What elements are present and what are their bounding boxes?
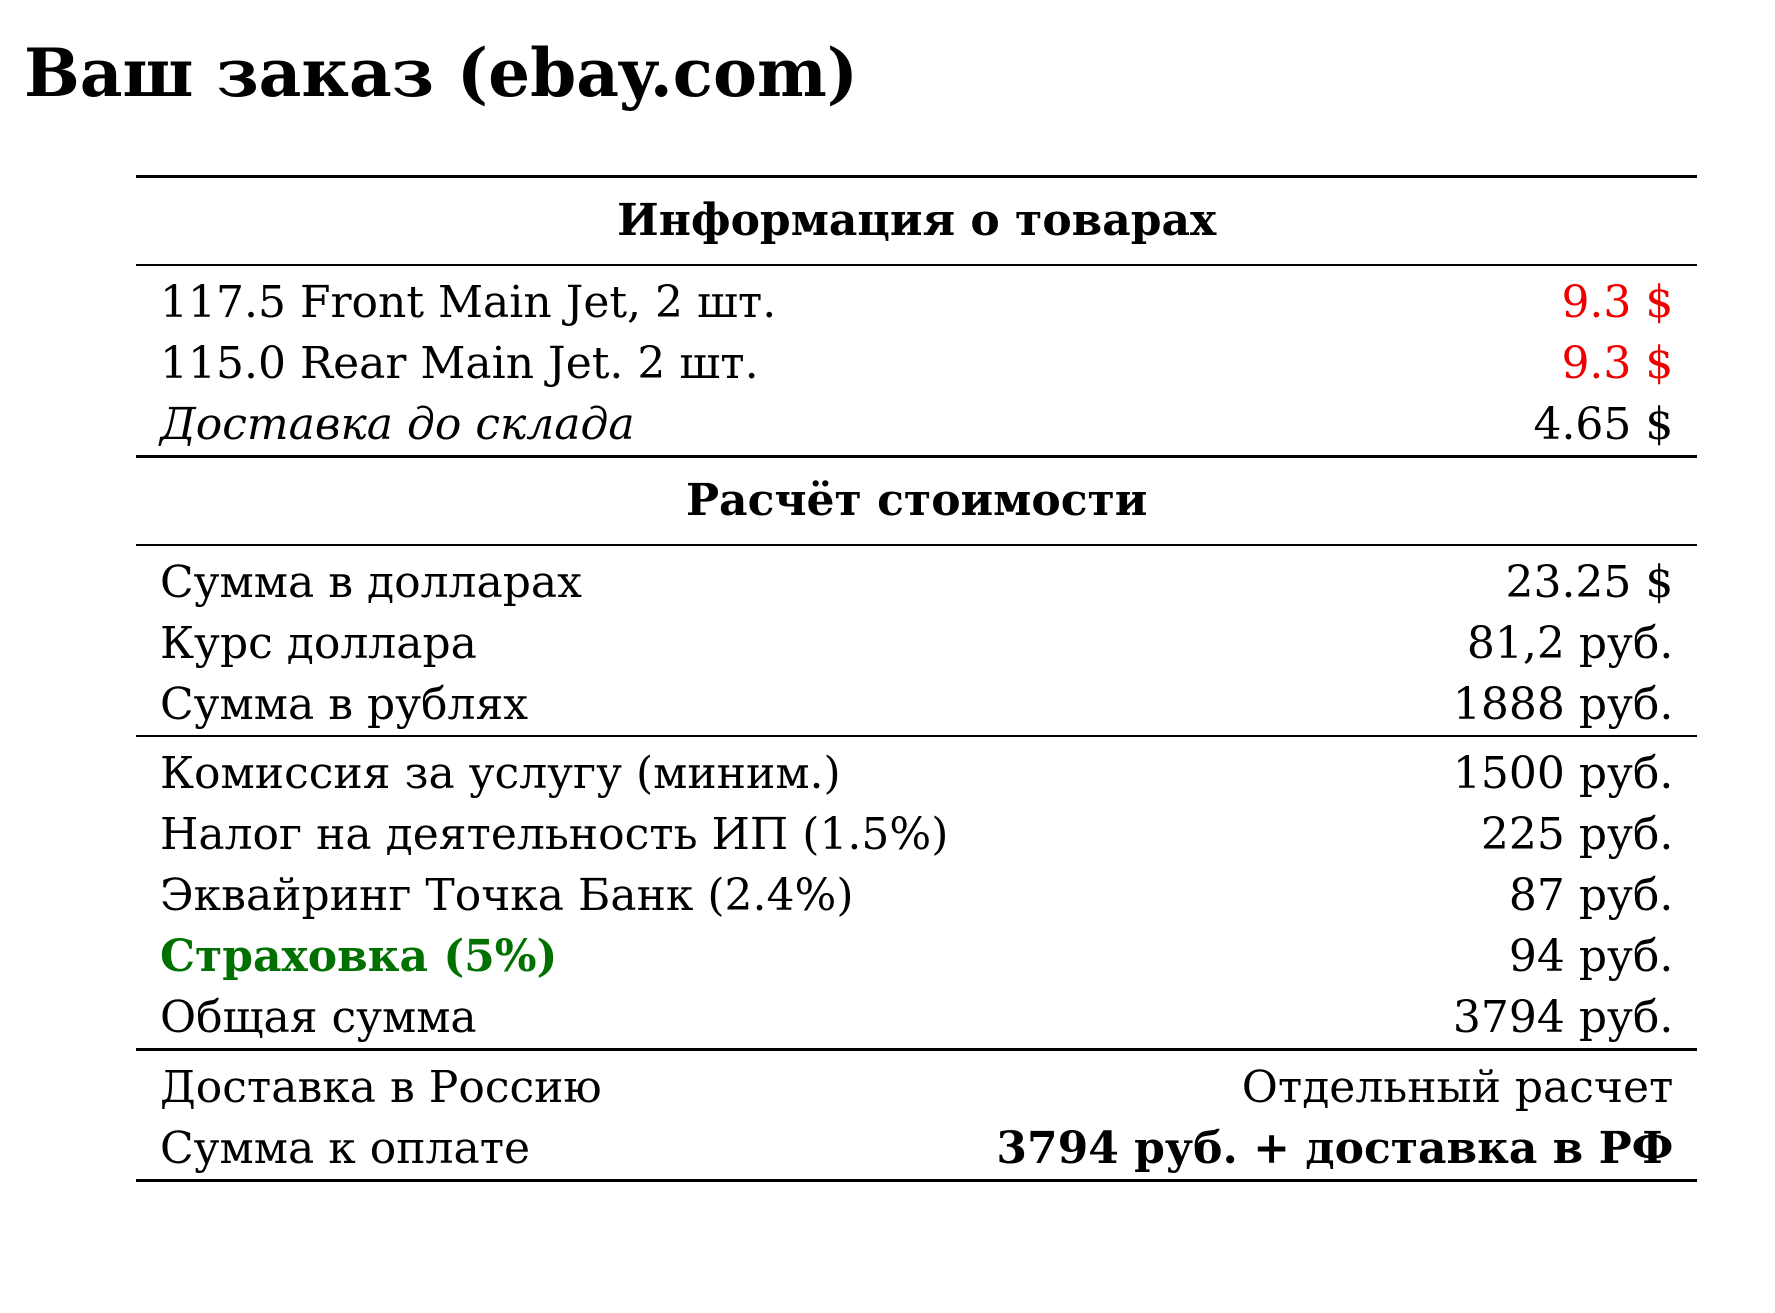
insurance-label: Страховка (5%) — [160, 931, 558, 982]
table-row — [136, 394, 1697, 457]
conversion-label: Курс доллара — [160, 618, 477, 669]
fee-label: Налог на деятельность ИП (1.5%) — [160, 809, 949, 860]
fee-label: Эквайринг Точка Банк (2.4%) — [160, 870, 854, 921]
table-row — [136, 1050, 1697, 1119]
item-label: 117.5 Front Main Jet, 2 шт. — [136, 265, 972, 333]
amount-due-value: 3794 руб. + доставка в РФ — [972, 1118, 1697, 1181]
cost-section-heading: Расчёт стоимости — [685, 475, 1148, 526]
table-row — [136, 613, 1697, 674]
fee-label: Комиссия за услугу (миним.) — [136, 736, 972, 804]
fee-value: 87 руб. — [1508, 870, 1674, 921]
fee-value: 1500 руб. — [972, 736, 1697, 804]
conversion-value: 81,2 руб. — [1466, 618, 1674, 669]
warehouse-delivery-value: 4.65 $ — [972, 394, 1697, 457]
table-row — [136, 736, 1697, 804]
cost-heading-row — [136, 457, 1697, 546]
table-row — [136, 804, 1697, 865]
page-title: Ваш заказ (ebay.com) — [24, 34, 859, 112]
conversion-label: Сумма в долларах — [136, 545, 972, 613]
table-row — [136, 265, 1697, 333]
total-value: 3794 руб. — [972, 987, 1697, 1050]
item-label: 115.0 Rear Main Jet. 2 шт. — [160, 338, 759, 389]
warehouse-delivery-label: Доставка до склада — [136, 394, 972, 457]
table-row — [136, 545, 1697, 613]
table-row — [136, 987, 1697, 1050]
table-row — [136, 674, 1697, 736]
fee-value: 225 руб. — [1480, 809, 1674, 860]
insurance-value: 94 руб. — [1508, 931, 1674, 982]
item-price: 9.3 $ — [972, 265, 1697, 333]
delivery-russia-value: Отдельный расчет — [1241, 1062, 1674, 1113]
table-row — [136, 926, 1697, 987]
table-row — [136, 865, 1697, 926]
delivery-russia-label: Доставка в Россию — [160, 1062, 602, 1113]
table-row — [136, 333, 1697, 394]
item-price: 9.3 $ — [1561, 338, 1674, 389]
goods-section-heading: Информация о товарах — [136, 177, 1697, 266]
order-summary-table — [136, 175, 1697, 1182]
conversion-value: 1888 руб. — [1452, 679, 1674, 730]
table-row — [136, 1118, 1697, 1181]
goods-heading-row — [136, 177, 1697, 266]
conversion-label: Сумма в рублях — [160, 679, 529, 730]
total-label: Общая сумма — [136, 987, 972, 1050]
conversion-value: 23.25 $ — [972, 545, 1697, 613]
amount-due-label: Сумма к оплате — [136, 1118, 972, 1181]
